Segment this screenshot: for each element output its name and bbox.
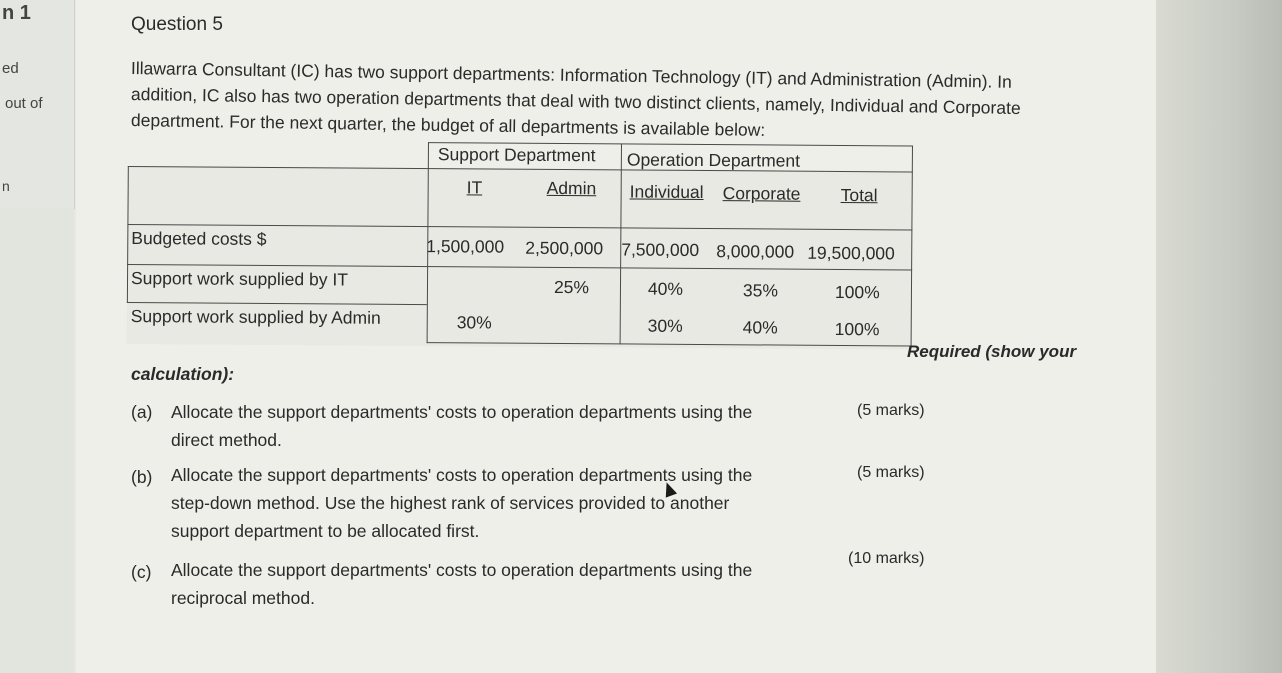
cell-budget-admin: 2,500,000 — [525, 237, 604, 259]
row-label-it-support: Support work supplied by IT — [130, 268, 349, 290]
part-c-label: (c) — [131, 562, 152, 582]
part-a-line: direct method. — [171, 430, 282, 450]
col-header-total: Total — [840, 184, 878, 206]
part-b-text — [171, 461, 752, 545]
budget-table — [127, 140, 913, 350]
cell-budget-individual: 7,500,000 — [621, 239, 700, 260]
question-title: Question 5 — [131, 14, 223, 35]
part-a-text — [171, 398, 752, 454]
cell-admin-corporate: 40% — [742, 317, 778, 338]
cell-it-corporate: 35% — [742, 280, 779, 301]
cell-budget-total: 19,500,000 — [807, 242, 895, 264]
cell-it-individual: 40% — [647, 278, 684, 299]
intro-line-3: department. For the next quarter, the budget of all departments is available below: — [130, 110, 766, 140]
part-c-marks: (10 marks) — [848, 550, 925, 567]
col-header-individual: Individual — [629, 181, 704, 203]
part-a-marks: (5 marks) — [857, 402, 925, 419]
header-support-department: Support Department — [437, 144, 596, 166]
intro-line-2: addition, IC also has two operation departments that deal with two distinct clients, namely, Individual and Corporate — [130, 84, 1021, 118]
sidebar-status: ed — [2, 60, 19, 77]
cell-it-total: 100% — [834, 281, 880, 303]
sidebar-flag[interactable]: n — [2, 178, 10, 194]
part-c-text — [171, 556, 752, 612]
cell-admin-total: 100% — [834, 318, 880, 340]
cell-admin-individual: 30% — [647, 315, 683, 336]
part-b-line: step-down method. Use the highest rank of services provided to another — [171, 493, 730, 513]
sidebar-question-number: n 1 — [2, 2, 31, 24]
sidebar-panel — [0, 0, 75, 209]
cell-it-admin: 25% — [553, 276, 590, 298]
part-c-line: Allocate the support departments' costs to operation departments using the — [171, 560, 753, 580]
col-header-corporate: Corporate — [722, 183, 801, 204]
header-operation-department: Operation Department — [626, 149, 801, 171]
row-label-budgeted-costs: Budgeted costs $ — [131, 228, 267, 249]
part-a-line: Allocate the support departments' costs to operation departments using the — [171, 402, 753, 422]
intro-line-1: Illawarra Consultant (IC) has two support departments: Information Technology (IT) and Administration (Admin). In — [130, 58, 1012, 92]
sidebar-background — [0, 208, 74, 673]
col-header-admin: Admin — [546, 177, 597, 199]
cell-admin-it: 30% — [456, 312, 492, 333]
part-a-label: (a) — [131, 402, 153, 422]
required-heading: Required (show your — [907, 342, 1077, 361]
part-b-label: (b) — [131, 467, 153, 487]
part-b-line: support department to be allocated first. — [171, 521, 480, 541]
part-c-line: reciprocal method. — [171, 588, 315, 608]
part-b-marks: (5 marks) — [857, 464, 925, 481]
required-heading-cont: calculation): — [131, 364, 235, 384]
row-label-admin-support: Support work supplied by Admin — [130, 306, 381, 328]
part-b-line: Allocate the support departments' costs to operation departments using the — [171, 465, 753, 485]
col-header-it: IT — [466, 177, 483, 198]
cell-budget-corporate: 8,000,000 — [716, 241, 795, 262]
cell-budget-it: 1,500,000 — [426, 236, 505, 257]
screen-edge — [1156, 0, 1282, 673]
sidebar-marks: out of — [5, 95, 43, 112]
